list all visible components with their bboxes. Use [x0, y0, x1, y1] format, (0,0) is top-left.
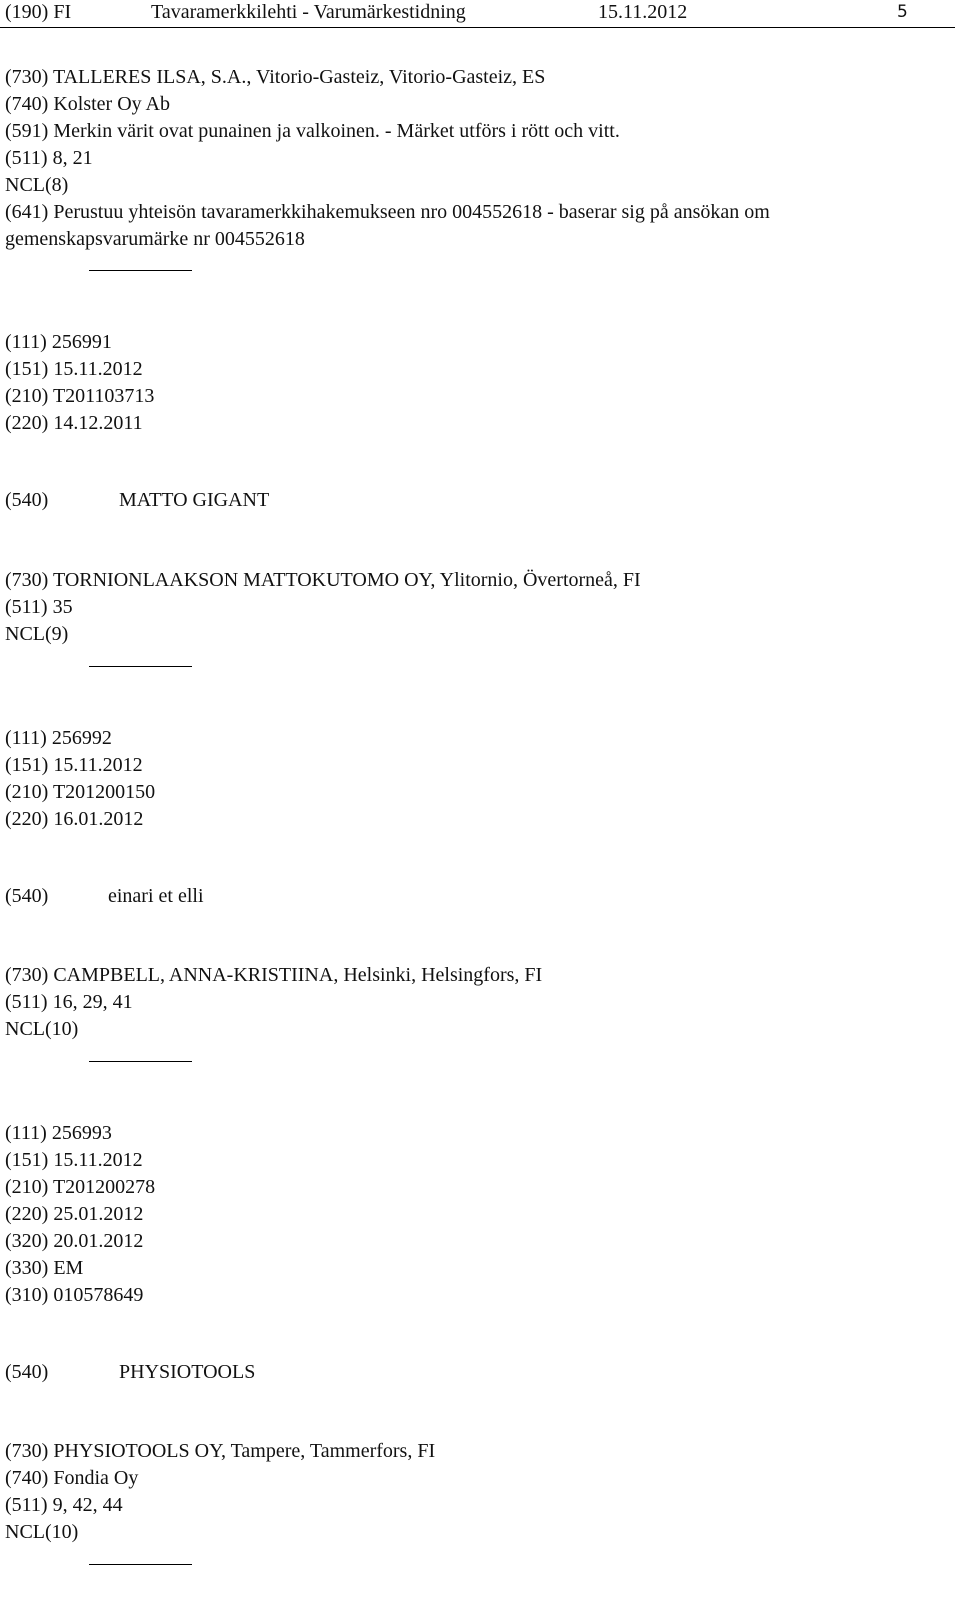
classes-line: (511) 8, 21: [5, 147, 93, 169]
priority-number: (310) 010578649: [5, 1284, 144, 1306]
registration-number: (111) 256992: [5, 727, 112, 749]
mark-label: (540): [5, 489, 49, 511]
representative-line: (740) Kolster Oy Ab: [5, 93, 170, 115]
owner-line: (730) PHYSIOTOOLS OY, Tampere, Tammerfors, FI: [5, 1440, 436, 1462]
seniority-line-cont: gemenskapsvarumärke nr 004552618: [5, 228, 305, 250]
mark-label: (540): [5, 885, 49, 907]
registration-date: (151) 15.11.2012: [5, 754, 143, 776]
trademark-text: PHYSIOTOOLS: [119, 1361, 256, 1383]
owner-line: (730) CAMPBELL, ANNA-KRISTIINA, Helsinki, Helsingfors, FI: [5, 964, 543, 986]
trademark-text: einari et elli: [108, 885, 204, 907]
filing-date: (220) 14.12.2011: [5, 412, 143, 434]
filing-date: (220) 16.01.2012: [5, 808, 144, 830]
registration-date: (151) 15.11.2012: [5, 358, 143, 380]
header-code: (190) FI: [5, 1, 72, 23]
colour-claim-line: (591) Merkin värit ovat punainen ja valkoinen. - Märket utförs i rött och vitt.: [5, 120, 620, 142]
registration-date: (151) 15.11.2012: [5, 1149, 143, 1171]
application-number: (210) T201103713: [5, 385, 155, 407]
ncl-line: NCL(10): [5, 1018, 79, 1040]
header-date: 15.11.2012: [598, 1, 688, 23]
separator: [89, 666, 192, 667]
seniority-line: (641) Perustuu yhteisön tavaramerkkihakemukseen nro 004552618 - baserar sig på ansökan om: [5, 201, 770, 223]
priority-country: (330) EM: [5, 1257, 84, 1279]
header-rule: [0, 27, 955, 28]
filing-date: (220) 25.01.2012: [5, 1203, 144, 1225]
ncl-line: NCL(10): [5, 1521, 79, 1543]
application-number: (210) T201200150: [5, 781, 156, 803]
registration-number: (111) 256991: [5, 331, 112, 353]
application-number: (210) T201200278: [5, 1176, 156, 1198]
page-number: 5: [897, 2, 908, 22]
priority-date: (320) 20.01.2012: [5, 1230, 144, 1252]
separator: [89, 1061, 192, 1062]
classes-line: (511) 35: [5, 596, 73, 618]
ncl-line: NCL(9): [5, 623, 69, 645]
classes-line: (511) 9, 42, 44: [5, 1494, 123, 1516]
representative-line: (740) Fondia Oy: [5, 1467, 139, 1489]
separator: [89, 1564, 192, 1565]
registration-number: (111) 256993: [5, 1122, 112, 1144]
separator: [89, 270, 192, 271]
owner-line: (730) TORNIONLAAKSON MATTOKUTOMO OY, Ylitornio, Övertorneå, FI: [5, 569, 641, 591]
header-title: Tavaramerkkilehti - Varumärkestidning: [151, 1, 466, 23]
ncl-line: NCL(8): [5, 174, 69, 196]
trademark-text: MATTO GIGANT: [119, 489, 270, 511]
classes-line: (511) 16, 29, 41: [5, 991, 133, 1013]
mark-label: (540): [5, 1361, 49, 1383]
owner-line: (730) TALLERES ILSA, S.A., Vitorio-Gasteiz, Vitorio-Gasteiz, ES: [5, 66, 546, 88]
